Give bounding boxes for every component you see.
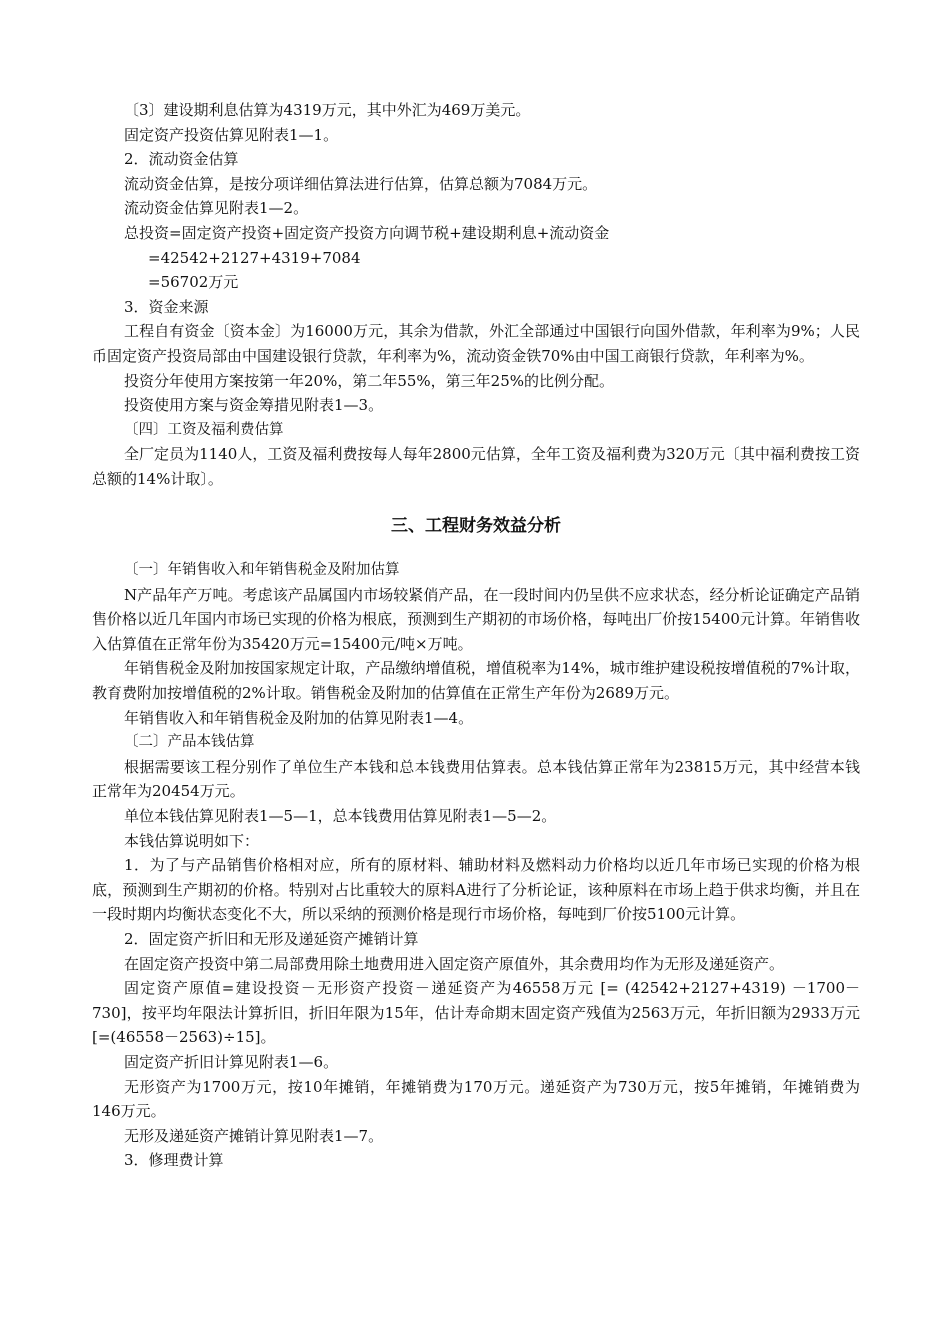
formula-line: =42542+2127+4319+7084 <box>148 248 361 267</box>
paragraph: 单位本钱估算见附表1—5—1，总本钱费用估算见附表1—5—2。 <box>124 807 557 826</box>
formula-line: =56702万元 <box>148 273 239 292</box>
paragraph: 根据需要该工程分别作了单位生产本钱和总本钱费用估算表。总本钱估算正常年为23815万元，其中经营本钱正常年为20454万元。 <box>92 757 860 801</box>
paragraph: 年销售收入和年销售税金及附加的估算见附表1—4。 <box>124 708 474 727</box>
paragraph: 固定资产原值=建设投资－无形资产投资－递延资产为46558万元 [= (42542+2127+4319) －1700－730]，按平均年限法计算折旧，折旧年限为15年，估计寿命期末固定资产残值为2563万元，年折旧额为2933万元[=(46558－2563)÷15]。 <box>92 979 860 1047</box>
paragraph: N产品年产万吨。考虑该产品属国内市场较紧俏产品，在一段时间内仍呈供不应求状态，经分析论证确定产品销售价格以近几年国内市场已实现的价格为根底，预测到生产期初的市场价格，每吨出厂价按15400元计算。年销售收入估算值在正常年份为35420万元=15400元/吨×万吨。 <box>92 585 860 653</box>
list-heading: 2．流动资金估算 <box>124 150 239 169</box>
paragraph: 本钱估算说明如下： <box>124 831 260 850</box>
paragraph: 在固定资产投资中第二局部费用除土地费用进入固定资产原值外，其余费用均作为无形及递延资产。 <box>124 954 785 973</box>
list-heading: 3．资金来源 <box>124 297 209 316</box>
list-heading: 3．修理费计算 <box>124 1151 224 1170</box>
document-page <box>92 98 860 1173</box>
paragraph: 固定资产折旧计算见附表1—6。 <box>124 1052 339 1071</box>
paragraph: 〔3〕建设期利息估算为4319万元，其中外汇为469万美元。 <box>124 101 531 119</box>
paragraph: 1．为了与产品销售价格相对应，所有的原材料、辅助材料及燃料动力价格均以近几年市场已实现的价格为根底，预测到生产期初的价格。特别对占比重较大的原料A进行了分析论证，该种原料在市场上趋于供求均衡，并且在一段时期内均衡状态变化不大，所以采纳的预测价格是现行市场价格，每吨到厂价按5100元计算。 <box>92 856 860 924</box>
paragraph: 流动资金估算，是按分项详细估算法进行估算，估算总额为7084万元。 <box>124 174 598 193</box>
paragraph: 投资使用方案与资金筹措见附表1—3。 <box>124 396 384 415</box>
paragraph: 全厂定员为1140人，工资及福利费按每人每年2800元估算，全年工资及福利费为320万元〔其中福利费按工资总额的14%计取〕。 <box>92 445 860 488</box>
subsection-heading: 〔四〕工资及福利费估算 <box>124 421 284 438</box>
section-title: 三、工程财务效益分析 <box>391 515 561 536</box>
paragraph: 无形资产为1700万元，按10年摊销，年摊销费为170万元。递延资产为730万元，按5年摊销，年摊销费为146万元。 <box>92 1077 860 1121</box>
paragraph: 无形及递延资产摊销计算见附表1—7。 <box>124 1126 384 1145</box>
list-heading: 2．固定资产折旧和无形及递延资产摊销计算 <box>124 930 419 948</box>
paragraph: 投资分年使用方案按第一年20%，第二年55%，第三年25%的比例分配。 <box>124 371 615 390</box>
subsection-heading: 〔二〕产品本钱估算 <box>124 734 255 751</box>
paragraph: 流动资金估算见附表1—2。 <box>124 199 309 218</box>
subsection-heading: 〔一〕年销售收入和年销售税金及附加估算 <box>124 562 400 579</box>
paragraph: 工程自有资金〔资本金〕为16000万元，其余为借款，外汇全部通过中国银行向国外借款，年利率为9%；人民币固定资产投资局部由中国建设银行贷款，年利率为%，流动资金铁70%由中国工商银行贷款，年利率为%。 <box>92 322 860 365</box>
formula-line: 总投资=固定资产投资+固定资产投资方向调节税+建设期利息+流动资金 <box>124 223 610 242</box>
paragraph: 年销售税金及附加按国家规定计取，产品缴纳增值税，增值税率为14%，城市维护建设税按增值税的7%计取，教育费附加按增值税的2%计取。销售税金及附加的估算值在正常生产年份为2689万元。 <box>92 659 860 703</box>
paragraph: 固定资产投资估算见附表1—1。 <box>124 125 339 144</box>
